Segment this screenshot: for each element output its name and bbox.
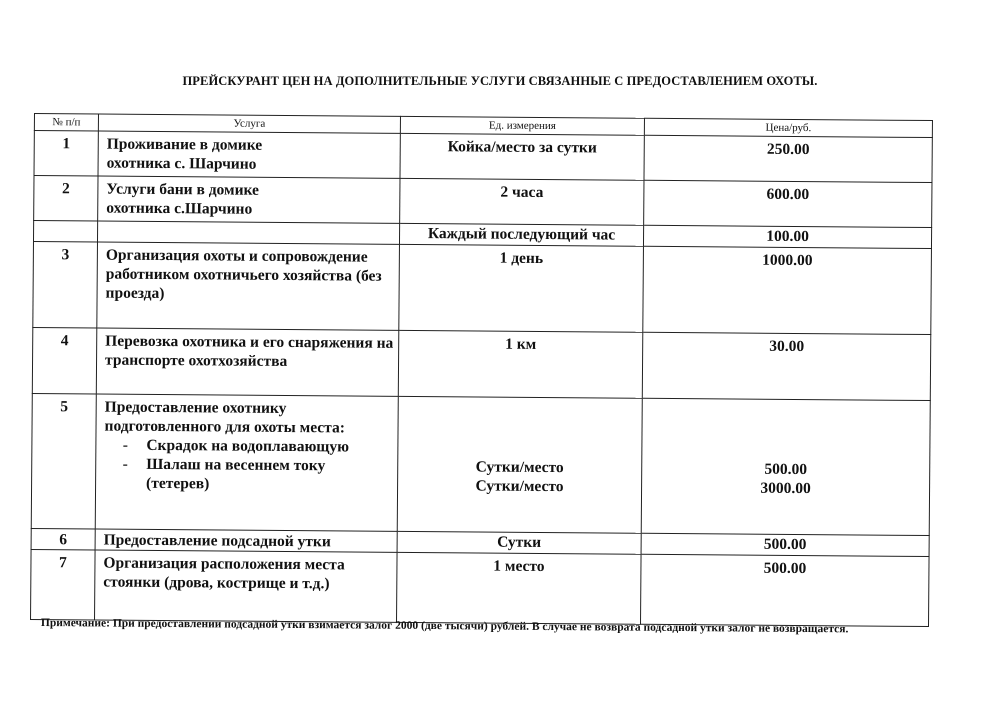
- footnote: Примечание: При предоставлении подсадной утки взимается залог 2000 (две тысячи) рублей. В случае не возврата подсадной утки залог не возвращается.: [40, 616, 849, 636]
- table-row: [31, 393, 930, 535]
- sub-item-unit: Сутки/место: [475, 458, 564, 477]
- sub-item-service: Шалаш на весеннем току: [146, 455, 326, 475]
- sub-item: - Скрадок на водоплавающую: [122, 436, 350, 456]
- sub-item-service: Скрадок на водоплавающую: [146, 436, 350, 456]
- row-unit: Койка/место за сутки: [400, 133, 644, 180]
- sub-item-service-cont: (тетерев): [146, 474, 210, 493]
- row-price: [641, 398, 930, 535]
- row-service: [95, 394, 398, 531]
- table-row: [33, 241, 932, 334]
- row-number: 2: [34, 176, 98, 222]
- table-row: [34, 176, 932, 228]
- page-title: ПРЕЙСКУРАНТ ЦЕН НА ДОПОЛНИТЕЛЬНЫЕ УСЛУГИ СВЯЗАННЫЕ С ПРЕДОСТАВЛЕНИЕМ ОХОТЫ.: [182, 74, 818, 88]
- row-number: 1: [34, 131, 98, 177]
- row-unit: Сутки: [397, 531, 641, 554]
- header-service: Услуга: [98, 114, 400, 133]
- price-table: [30, 113, 933, 627]
- row-number: 4: [32, 327, 97, 394]
- row-number: [33, 221, 97, 243]
- row-number: 7: [31, 549, 96, 620]
- row-number: 3: [33, 241, 98, 328]
- row-unit: 2 часа: [400, 178, 644, 225]
- row-price: 250.00: [644, 135, 932, 182]
- table-row: [32, 327, 930, 400]
- row-service: Организация расположения места стоянки (дрова, кострище и т.д.): [95, 550, 398, 622]
- price-table-wrapper: [30, 113, 933, 627]
- sub-item-unit: Сутки/место: [475, 477, 564, 496]
- row-unit: Каждый последующий час: [399, 223, 643, 246]
- row-service: Перевозка охотника и его снаряжения на транспорте охотхозяйства: [96, 328, 399, 396]
- row-unit: [397, 396, 642, 533]
- sub-item: - Шалаш на весеннем току: [122, 455, 326, 475]
- row-number: 5: [31, 393, 96, 528]
- row-price: 100.00: [643, 225, 931, 248]
- header-number: № п/п: [34, 114, 98, 132]
- row-unit: 1 место: [397, 552, 642, 624]
- sub-item-price: 3000.00: [760, 479, 811, 498]
- row-price: 500.00: [641, 533, 929, 556]
- table-row: [34, 131, 932, 183]
- row-service: Предоставление подсадной утки: [95, 529, 397, 552]
- row-service-main: Предоставление охотнику подготовленного для охоты места:: [104, 398, 345, 437]
- row-price: 600.00: [644, 180, 932, 227]
- row-price: 30.00: [642, 332, 931, 400]
- sub-item-price: 500.00: [764, 460, 808, 479]
- header-unit: Ед. измерения: [400, 116, 644, 135]
- header-price: Цена/руб.: [644, 118, 932, 137]
- row-service: Организация охоты и сопровождение работником охотничьего хозяйства (без проезда): [97, 242, 400, 330]
- row-price: 500.00: [641, 554, 930, 626]
- row-unit: 1 км: [398, 330, 643, 398]
- row-unit: 1 день: [399, 244, 644, 332]
- row-service: Проживание в домике охотника с. Шарчино: [98, 131, 400, 178]
- row-service: [97, 221, 399, 244]
- row-number: 6: [31, 528, 95, 550]
- row-service: Услуги бани в домике охотника с.Шарчино: [98, 176, 400, 223]
- row-price: 1000.00: [643, 246, 932, 334]
